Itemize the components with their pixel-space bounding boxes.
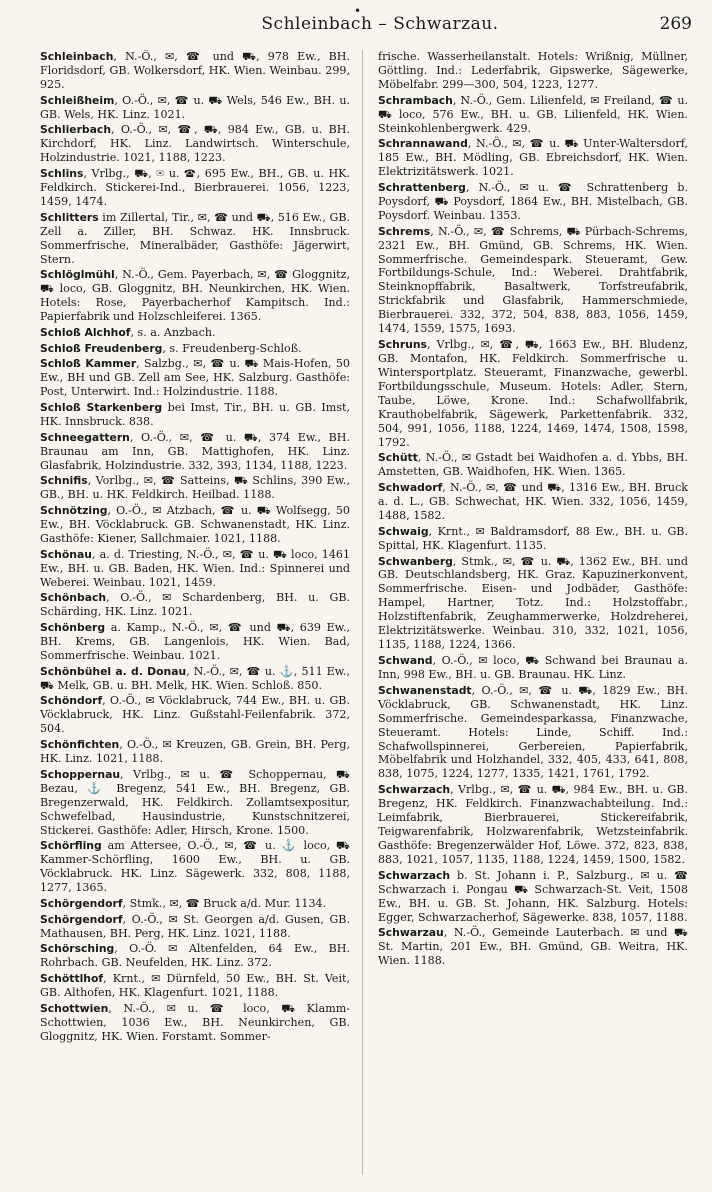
entry-headword: Schönfichten: [40, 738, 120, 752]
entry-text: , Vrlbg., ✉ u. ☎ Schoppernau, ⛟ Bezau, ⚓ Bregenz, 541 Ew., BH. Bregenz, GB. Bregenzerwald, HK. Feldkirch. Zollamtsexpositur, Schwefelbad, Hausindustrie, Kunstschnitzerei, Stickerei. Gasthöfe: Adler, Hirsch, Krone. 1500.: [40, 767, 350, 837]
directory-entry: [40, 972, 350, 1000]
directory-entry: [40, 621, 350, 663]
entry-headword: Schneegattern: [40, 430, 130, 444]
entry-text: am Attersee, O.-Ö., ✉, ☎ u. ⚓ loco, ⛟ Kammer-Schörfling, 1600 Ew., BH. u. GB. Vöcklabruck. HK. Linz. Sägewerk. 332, 808, 1188, 1277, 1365.: [40, 839, 350, 895]
directory-entry: [40, 591, 350, 619]
entry-text: , O.-Ö., ✉ Kreuzen, GB. Grein, BH. Perg, HK. Linz. 1021, 1188.: [40, 738, 350, 766]
entry-headword: Schloß Kammer: [40, 357, 137, 371]
directory-entry: [378, 926, 688, 968]
entry-text: , O.-Ö. ✉ Altenfelden, 64 Ew., BH. Rohrbach. GB. Neufelden, HK. Linz. 372.: [40, 942, 350, 970]
entry-headword: Schöndorf: [40, 694, 103, 708]
entry-headword: Schrannawand: [378, 137, 468, 151]
entry-text: , s. Freudenberg-Schloß.: [162, 341, 302, 355]
header-mark: •: [354, 4, 362, 18]
directory-entry: [40, 1002, 350, 1044]
entry-headword: Schrattenberg: [378, 180, 466, 194]
entry-headword: Schwand: [378, 654, 433, 667]
entry-text: , N.-Ö., ✉ Gstadt bei Waidhofen a. d. Ybbs, BH. Amstetten, GB. Waidhofen, HK. Wien. 1365.: [378, 451, 688, 479]
entry-headword: Schwarzach: [378, 783, 451, 797]
entry-headword: Schruns: [378, 338, 427, 352]
directory-entry: [40, 342, 350, 356]
directory-entry: [378, 181, 688, 223]
entry-headword: Schwaig: [378, 524, 429, 538]
entry-text: , N.-Ö., Gem. Lilienfeld, ✉ Freiland, ☎ u. ⛟ loco, 576 Ew., BH. u. GB. Lilienfeld, HK. Wien. Steinkohlenbergwerk. 429.: [378, 93, 688, 135]
entry-headword: Schönbach: [40, 591, 107, 605]
entry-text: , Vrlbg., ✉, ☎ u. ⛟, 984 Ew., BH. u. GB. Bregenz, HK. Feldkirch. Finanzwachabteilung. Ind.: Leimfabrik, Bierbrauerei, Stickereifabrik, Teigwarenfabrik, Holzwarenfabrik, Wetzsteinfabrik. Gasthöfe: Bregenzerwälder Hof, Löwe. 372, 823, 838, 883, 1021, 1057, 1135, 1188, 1224, 1459, 1500, 1582.: [378, 783, 688, 866]
entry-text: , Salzbg., ✉, ☎ u. ⛟ Mais-Hofen, 50 Ew., BH und GB. Zell am See, HK. Salzburg. Gasthöfe: Post, Unterwirt. Ind.: Holzindustrie. 1188.: [40, 357, 350, 399]
directory-entry: [40, 357, 350, 399]
entry-text: frische. Wasserheilanstalt. Hotels: Wrißnig, Müllner, Göttling. Ind.: Lederfabrik, Gipswerke, Sägewerke, Möbelfabr. 299—300, 504, 1223, 1277.: [378, 50, 688, 91]
entry-headword: Schwarzau: [378, 926, 444, 940]
directory-entry: [40, 548, 350, 590]
entry-headword: Schleißheim: [40, 93, 115, 107]
entry-text: , N.-Ö., ✉, ☎ u. ⚓, 511 Ew., ⛟ Melk, GB. u. BH. Melk, HK. Wien. Schloß. 850.: [40, 664, 350, 692]
entry-headword: Schönau: [40, 547, 92, 561]
directory-entry: [40, 123, 350, 165]
directory-entry: [378, 555, 688, 653]
directory-entry: [40, 839, 350, 895]
entry-text: , Krnt., ✉ Dürnfeld, 50 Ew., BH. St. Veit, GB. Althofen, HK. Klagenfurt. 1021, 1188.: [40, 972, 350, 1000]
entry-headword: Schloß Freudenberg: [40, 341, 163, 355]
entry-text: im Zillertal, Tir., ✉, ☎ und ⛟, 516 Ew., GB. Zell a. Ziller, BH. Schwaz. HK. Innsbruck. Sommerfrische, Mineralbäder, Gasthöfe: Jägerwirt, Stern.: [40, 210, 350, 266]
directory-entry: [40, 431, 350, 473]
entry-text: , O.-Ö., ✉ loco, ⛟ Schwand bei Braunau a. Inn, 998 Ew., BH. u. GB. Braunau. HK. Linz.: [378, 654, 688, 681]
directory-entry: [40, 167, 350, 209]
entry-headword: Schwadorf: [378, 481, 443, 495]
entry-headword: Schwarzach: [378, 868, 451, 882]
directory-entry: [40, 504, 350, 546]
entry-text: , Vrlbg., ✉, ☎, ⛟, 1663 Ew., BH. Bludenz, GB. Montafon, HK. Feldkirch. Sommerfrische u. Wintersportplatz. Steueramt, Finanzwache, gewerbl. Fortbildungsschule, Museum. Hotels: Adler, Stern, Taube, Löwe, Krone. Ind.: Schafwollfabrik, Krauthobelfabrik, Sägewerk, Parkettenfabrik. 332, 504, 991, 1056, 1188, 1224, 1469, 1474, 1508, 1598, 1792.: [378, 338, 688, 449]
directory-entry: [378, 481, 688, 523]
entry-text: , Vorlbg., ✉, ☎ Satteins, ⛟ Schlins, 390 Ew., GB., BH. u. HK. Feldkirch. Heilbad. 1188.: [40, 474, 350, 502]
entry-headword: Schrems: [378, 224, 431, 238]
directory-entry: [40, 50, 350, 92]
entry-headword: Schlins: [40, 167, 84, 181]
directory-entry: [40, 665, 350, 693]
entry-text: , O.-Ö., ✉, ☎ u. ⛟ Wels, 546 Ew., BH. u. GB. Wels, HK. Linz. 1021.: [40, 93, 350, 121]
entry-text: , O.-Ö., ✉ Vöcklabruck, 744 Ew., BH. u. GB. Vöcklabruck, HK. Linz. Gußstahl-Feilenfabrik. 372, 504.: [40, 694, 350, 736]
entry-text: , N.-Ö., ✉, ☎ u. ⛟ Unter-Waltersdorf, 185 Ew., BH. Mödling, GB. Ebreichsdorf, HK. Wien. Elektrizitätswerk. 1021.: [378, 137, 688, 179]
directory-entry: [40, 738, 350, 766]
entry-text: , O.-Ö., ✉ Atzbach, ☎ u. ⛟ Wolfsegg, 50 Ew., BH. Vöcklabruck. GB. Schwanenstadt, HK. Linz. Gasthöfe: Kiener, Sallchmaier. 1021, 1188.: [40, 504, 350, 546]
directory-entry: [378, 684, 688, 782]
entry-text: , Stmk., ✉, ☎ Bruck a/d. Mur. 1134.: [122, 897, 327, 911]
directory-entry: [40, 694, 350, 736]
entry-headword: Schnifis: [40, 474, 88, 488]
directory-entry: [378, 451, 688, 479]
directory-entry: [40, 768, 350, 838]
entry-headword: Schwanberg: [378, 554, 453, 568]
entry-text: , N.-Ö., ✉, ☎ Schrems, ⛟ Pürbach-Schrems, 2321 Ew., BH. Gmünd, GB. Schrems, HK. Wien. Sommerfrische. Gemeindespark. Steueramt, Gew. Fortbildungs-Schule, Ind.: Weberei. Drahtfabrik, Steinknopffabrik, Basaltwerk, Torfstreufabrik, Strickfabrik und Glasfabrik, Hammerschmiede, Bierbrauerei. 332, 372, 504, 838, 883, 1056, 1459, 1474, 1559, 1575, 1693.: [378, 224, 688, 336]
directory-entry: [378, 869, 688, 925]
entry-headword: Schoppernau: [40, 767, 121, 781]
entry-text: , O.-Ö., ✉ St. Georgen a/d. Gusen, GB. Mathausen, BH. Perg, HK. Linz. 1021, 1188.: [40, 912, 350, 940]
entry-headword: Schörsching: [40, 942, 115, 956]
directory-entry: [378, 338, 688, 450]
entry-headword: Schlitters: [40, 210, 99, 224]
entry-headword: Schörgendorf: [40, 897, 123, 911]
entry-text: bei Imst, Tir., BH. u. GB. Imst, HK. Innsbruck. 838.: [40, 401, 350, 428]
entry-headword: Schnötzing: [40, 504, 108, 518]
directory-entry: [378, 94, 688, 136]
directory-entry: [40, 401, 350, 429]
entry-text: , s. a. Anzbach.: [130, 325, 216, 339]
entry-text: , O.-Ö., ✉ Schardenberg, BH. u. GB. Schärding, HK. Linz. 1021.: [40, 591, 350, 619]
directory-entry: [40, 913, 350, 941]
running-title: Schleinbach – Schwarzau.: [261, 14, 499, 34]
entry-headword: Schönberg: [40, 621, 106, 635]
entry-text: , N.-Ö., ✉ u. ☎ Schrattenberg b. Poysdorf, ⛟ Poysdorf, 1864 Ew., BH. Mistelbach, GB. Poysdorf. Weinbau. 1353.: [378, 180, 688, 222]
directory-entry: [40, 211, 350, 267]
entry-headword: Schottwien: [40, 1001, 109, 1015]
directory-entry: [40, 326, 350, 340]
entry-text: , O.-Ö., ✉, ☎, ⛟, 984 Ew., GB. u. BH. Kirchdorf, HK. Linz. Landwirtsch. Winterschule, Holzindustrie. 1021, 1188, 1223.: [40, 123, 350, 165]
entry-text: , Vrlbg., ⛟, ✉ u. ☎, 695 Ew., BH., GB. u. HK. Feldkirch. Stickerei-Ind., Bierbrauerei. 1056, 1223, 1459, 1474.: [40, 167, 350, 208]
directory-entry: [40, 897, 350, 911]
entry-headword: Schönbühel a. d. Donau: [40, 664, 187, 678]
directory-entry: [40, 268, 350, 324]
directory-entry: [40, 942, 350, 970]
directory-entry: [40, 94, 350, 122]
entry-headword: Schlöglmühl: [40, 268, 115, 282]
entry-text: b. St. Johann i. P., Salzburg., ✉ u. ☎ Schwarzach i. Pongau ⛟ Schwarzach-St. Veit, 1508 Ew., BH. u. GB. St. Johann, HK. Salzburg. Hotels: Egger, Schwarzacherhof, Sägewerke. 838, 1057, 1188.: [378, 868, 688, 924]
entry-headword: Schleinbach: [40, 50, 114, 63]
entry-text: , O.-Ö., ✉, ☎ u. ⛟, 374 Ew., BH. Braunau am Inn, GB. Mattighofen, HK. Linz. Glasfabrik, Holzindustrie. 332, 393, 1134, 1188, 1223.: [40, 430, 350, 472]
entry-text: , Stmk., ✉, ☎ u. ⛟, 1362 Ew., BH. und GB. Deutschlandsberg, HK. Graz. Kapuzinerkonvent, Sommerfrische. Eisen- und Jodbäder, Gasthöfe: Hampel, Hartner, Totz. Ind.: Holzstoffabr., Holzstiftenfabrik, Zeughammerwerke, Holzdreherei, Elektrizitätswerke. Weinbau. 310, 332, 1021, 1056, 1135, 1188, 1224, 1366.: [378, 554, 688, 652]
entry-text: , a. d. Triesting, N.-Ö., ✉, ☎ u. ⛟ loco, 1461 Ew., BH. u. GB. Baden, HK. Wien. Ind.: Spinnerei und Weberei. Weinbau. 1021, 1459.: [40, 547, 350, 589]
entry-headword: Schörgendorf: [40, 912, 123, 926]
entry-text: , O.-Ö., ✉, ☎ u. ⛟, 1829 Ew., BH. Vöcklabruck, GB. Schwanenstadt, HK. Linz. Sommerfrische. Gemeindesparkassa, Finanzwache, Steueramt. Hotels: Linde, Schiff. Ind.: Schafwollspinnerei, Gerbereien, Papierfabrik, Möbelfabrik und Holzhandel, 332, 405, 433, 641, 808, 838, 1075, 1224, 1277, 1335, 1421, 1761, 1792.: [378, 683, 688, 781]
entry-text: , N.-Ö., Gemeinde Lauterbach. ✉ und ⛟ St. Martin, 201 Ew., BH. Gmünd, GB. Weitra, HK. Wien. 1188.: [378, 926, 688, 968]
directory-entry: [378, 525, 688, 553]
page-number: 269: [659, 14, 692, 34]
entry-text: a. Kamp., N.-Ö., ✉, ☎ und ⛟, 639 Ew., BH. Krems, GB. Langenlois, HK. Wien. Bad, Sommerfrische. Weinbau. 1021.: [40, 621, 350, 663]
directory-entry: [378, 225, 688, 337]
entry-text: , N.-Ö., ✉ u. ☎ loco, ⛟ Klamm-Schottwien, 1036 Ew., BH. Neunkirchen, GB. Gloggnitz, HK. Wien. Forstamt. Sommer-: [40, 1001, 350, 1043]
directory-entry: [40, 474, 350, 502]
directory-entry: [378, 783, 688, 867]
entry-headword: Schwanenstadt: [378, 683, 472, 697]
entry-headword: Schloß Starkenberg: [40, 401, 163, 415]
entry-text: , Krnt., ✉ Baldramsdorf, 88 Ew., BH. u. GB. Spittal, HK. Klagenfurt. 1135.: [378, 524, 688, 552]
entry-headword: Schloß Alchhof: [40, 325, 131, 339]
entry-headword: Schöttlhof: [40, 972, 104, 986]
entry-text: , N.-Ö., ✉, ☎ und ⛟, 1316 Ew., BH. Bruck a. d. L., GB. Schwechat, HK. Wien. 332, 1056, 1459, 1488, 1582.: [378, 481, 688, 523]
directory-entry: [378, 137, 688, 179]
entry-text: , N.-Ö., Gem. Payerbach, ✉, ☎ Gloggnitz, ⛟ loco, GB. Gloggnitz, BH. Neunkirchen, HK. Wien. Hotels: Rose, Payerbacherhof Kampitsch. Ind.: Papierfabrik und Holzschleiferei. 1365.: [40, 268, 350, 324]
column-divider: [362, 50, 363, 1175]
entry-text: , N.-Ö., ✉, ☎ und ⛟, 978 Ew., BH. Floridsdorf, GB. Wolkersdorf, HK. Wien. Weinbau. 299, 925.: [40, 50, 350, 91]
right-column: [378, 50, 688, 1180]
directory-entry: [378, 654, 688, 682]
left-column: [40, 50, 350, 1180]
entry-headword: Schörfling: [40, 839, 102, 853]
entry-headword: Schütt: [378, 451, 418, 465]
entry-headword: Schrambach: [378, 93, 453, 107]
entry-headword: Schlierbach: [40, 123, 112, 137]
page-header: [40, 4, 700, 40]
directory-entry: [378, 50, 688, 92]
